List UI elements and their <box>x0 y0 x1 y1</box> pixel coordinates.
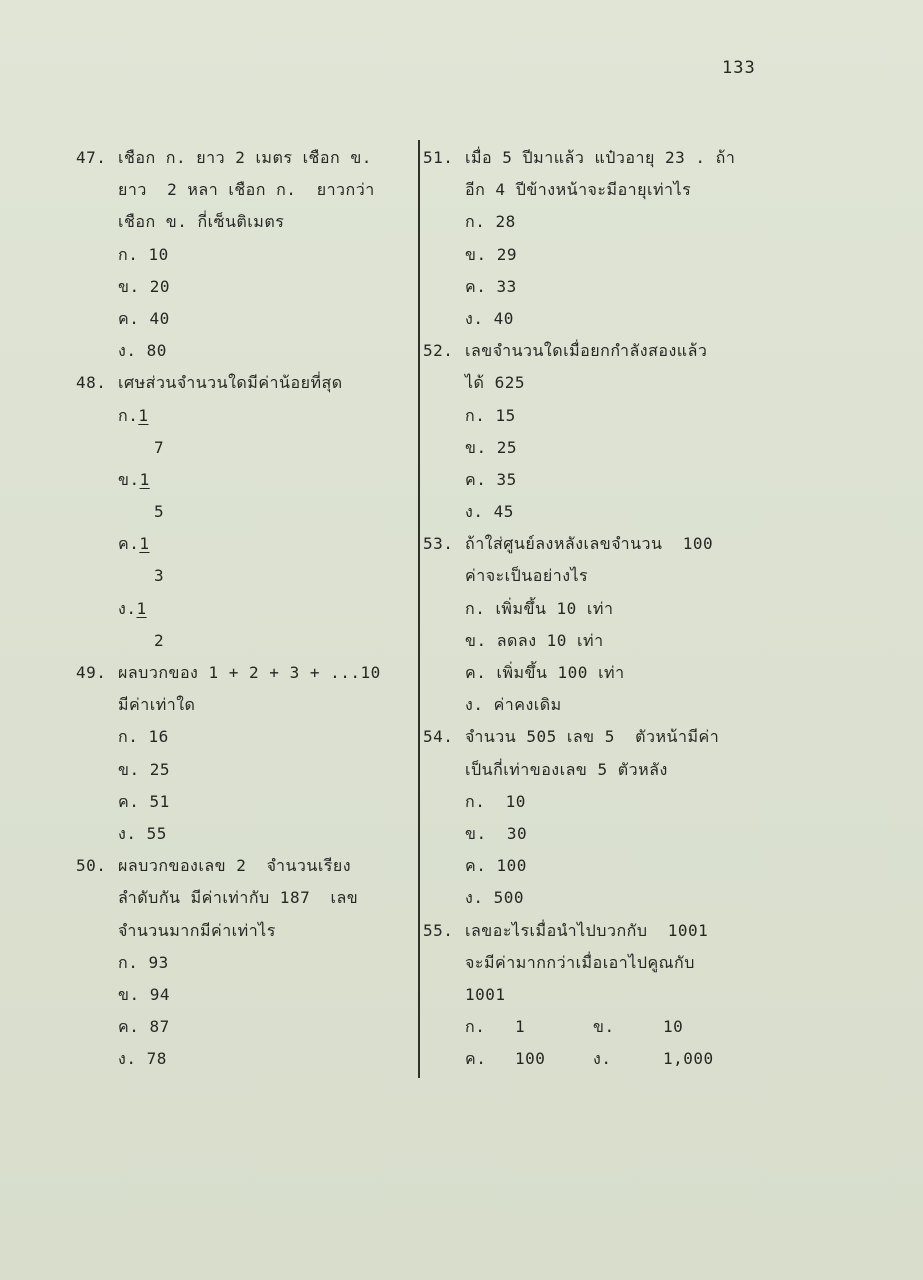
question-text: ลำดับกัน มีค่าเท่ากับ 187 เลข <box>118 888 359 908</box>
option-value: 10 <box>663 1017 684 1037</box>
fraction-numerator: 1 <box>139 469 150 489</box>
option-label: ค. <box>465 1049 487 1069</box>
question-text: ยาว 2 หลา เชือก ก. ยาวกว่า <box>118 180 375 200</box>
option-b: ข. 30 <box>465 823 528 843</box>
option-d: ง. ค่าคงเดิม <box>465 695 562 715</box>
question-number: 52. <box>423 341 454 361</box>
option-a: ก. 93 <box>118 952 169 972</box>
question-text: เลขจำนวนใดเมื่อยกกำลังสองแล้ว <box>465 341 708 361</box>
option-a: ก. 15 <box>465 405 516 425</box>
option-label: ก. <box>118 405 139 425</box>
left-column <box>76 142 411 1075</box>
option-b: ข. 20 <box>118 276 170 296</box>
question-number: 51. <box>423 148 454 167</box>
question-53 <box>423 528 763 721</box>
option-b <box>76 464 411 496</box>
question-number: 50. <box>76 856 107 876</box>
question-number: 54. <box>423 727 454 747</box>
question-text: ถ้าใส่ศูนย์ลงหลังเลขจำนวน 100 <box>465 534 714 554</box>
option-value: 100 <box>515 1049 546 1069</box>
option-label: ค. <box>118 534 140 554</box>
question-text: เชือก ข. กี่เซ็นติเมตร <box>118 212 285 232</box>
question-49 <box>76 657 411 850</box>
option-c: ค. 33 <box>465 276 517 296</box>
question-text: ค่าจะเป็นอย่างไร <box>465 566 589 586</box>
question-text: จำนวนมากมีค่าเท่าไร <box>118 920 276 940</box>
option-label: ง. <box>593 1049 612 1069</box>
question-number: 48. <box>76 373 107 393</box>
option-c: ค. 100 <box>465 856 527 876</box>
question-54 <box>423 721 763 914</box>
question-number: 55. <box>423 920 454 940</box>
option-b: ข. ลดลง 10 เท่า <box>465 630 604 650</box>
option-c <box>465 1043 593 1075</box>
fraction-denominator: 7 <box>154 437 165 457</box>
question-text: ได้ 625 <box>465 373 525 393</box>
option-value: 1 <box>515 1017 526 1037</box>
option-c: ค. เพิ่มขึ้น 100 เท่า <box>465 663 625 682</box>
question-text: เศษส่วนจำนวนใดมีค่าน้อยที่สุด <box>118 373 343 393</box>
option-label: ข. <box>118 469 140 489</box>
option-c: ค. 51 <box>118 791 170 811</box>
option-d: ง. 40 <box>465 308 514 328</box>
question-51 <box>423 142 763 335</box>
option-a <box>76 400 411 432</box>
question-text: ผลบวกของ 1 + 2 + 3 + ...10 <box>118 663 381 682</box>
question-52 <box>423 335 763 528</box>
question-text: จะมีค่ามากกว่าเมื่อเอาไปคูณกับ <box>465 952 695 972</box>
option-d: ง. 500 <box>465 888 524 908</box>
option-a: ก. 10 <box>118 244 169 264</box>
option-b: ข. 25 <box>465 437 517 457</box>
fraction-denominator: 2 <box>154 630 165 650</box>
option-c <box>76 528 411 560</box>
question-text: ผลบวกของเลข 2 จำนวนเรียง <box>118 856 352 876</box>
option-d <box>76 593 411 625</box>
question-number: 47. <box>76 148 107 167</box>
question-text: อีก 4 ปีข้างหน้าจะมีอายุเท่าไร <box>465 180 692 200</box>
option-label: ก. <box>465 1017 486 1037</box>
option-d: ง. 55 <box>118 823 167 843</box>
option-value: 1,000 <box>663 1049 714 1069</box>
option-b: ข. 25 <box>118 759 170 779</box>
option-b <box>593 1011 683 1043</box>
question-text: 1001 <box>465 984 506 1004</box>
right-column <box>423 142 763 1075</box>
option-b: ข. 29 <box>465 244 517 264</box>
option-d <box>593 1043 714 1075</box>
question-47 <box>76 142 411 367</box>
option-d: ง. 45 <box>465 502 514 522</box>
question-text: เลขอะไรเมื่อนำไปบวกกับ 1001 <box>465 920 709 940</box>
option-c: ค. 35 <box>465 469 517 489</box>
question-text: จำนวน 505 เลข 5 ตัวหน้ามีค่า <box>465 727 720 747</box>
question-55 <box>423 915 763 1076</box>
option-a: ก. เพิ่มขึ้น 10 เท่า <box>465 598 614 618</box>
page-number: 133 <box>722 58 756 78</box>
column-divider <box>418 140 420 1078</box>
question-number: 49. <box>76 663 107 682</box>
question-number: 53. <box>423 534 454 554</box>
fraction-numerator: 1 <box>138 405 149 425</box>
question-48 <box>76 367 411 657</box>
fraction-denominator: 3 <box>154 566 165 586</box>
option-a: ก. 28 <box>465 212 516 232</box>
fraction-numerator: 1 <box>136 598 147 618</box>
option-b: ข. 94 <box>118 984 170 1004</box>
fraction-denominator: 5 <box>154 502 165 522</box>
option-a: ก. 16 <box>118 727 169 747</box>
question-50 <box>76 850 411 1075</box>
option-c: ค. 40 <box>118 308 170 328</box>
question-text: มีค่าเท่าใด <box>118 695 196 715</box>
option-a: ก. 10 <box>465 791 526 811</box>
option-d: ง. 78 <box>118 1049 167 1069</box>
option-d: ง. 80 <box>118 341 167 361</box>
question-text: เป็นกี่เท่าของเลข 5 ตัวหลัง <box>465 759 668 779</box>
question-text: เมื่อ 5 ปีมาแล้ว แป๋วอายุ 23 . ถ้า <box>465 148 736 167</box>
option-label: ง. <box>118 598 137 618</box>
option-row <box>423 1043 763 1075</box>
option-c: ค. 87 <box>118 1017 170 1037</box>
option-a <box>465 1011 593 1043</box>
option-row <box>423 1011 763 1043</box>
fraction-numerator: 1 <box>139 534 150 554</box>
option-label: ข. <box>593 1017 615 1037</box>
question-text: เชือก ก. ยาว 2 เมตร เชือก ข. <box>118 148 372 167</box>
